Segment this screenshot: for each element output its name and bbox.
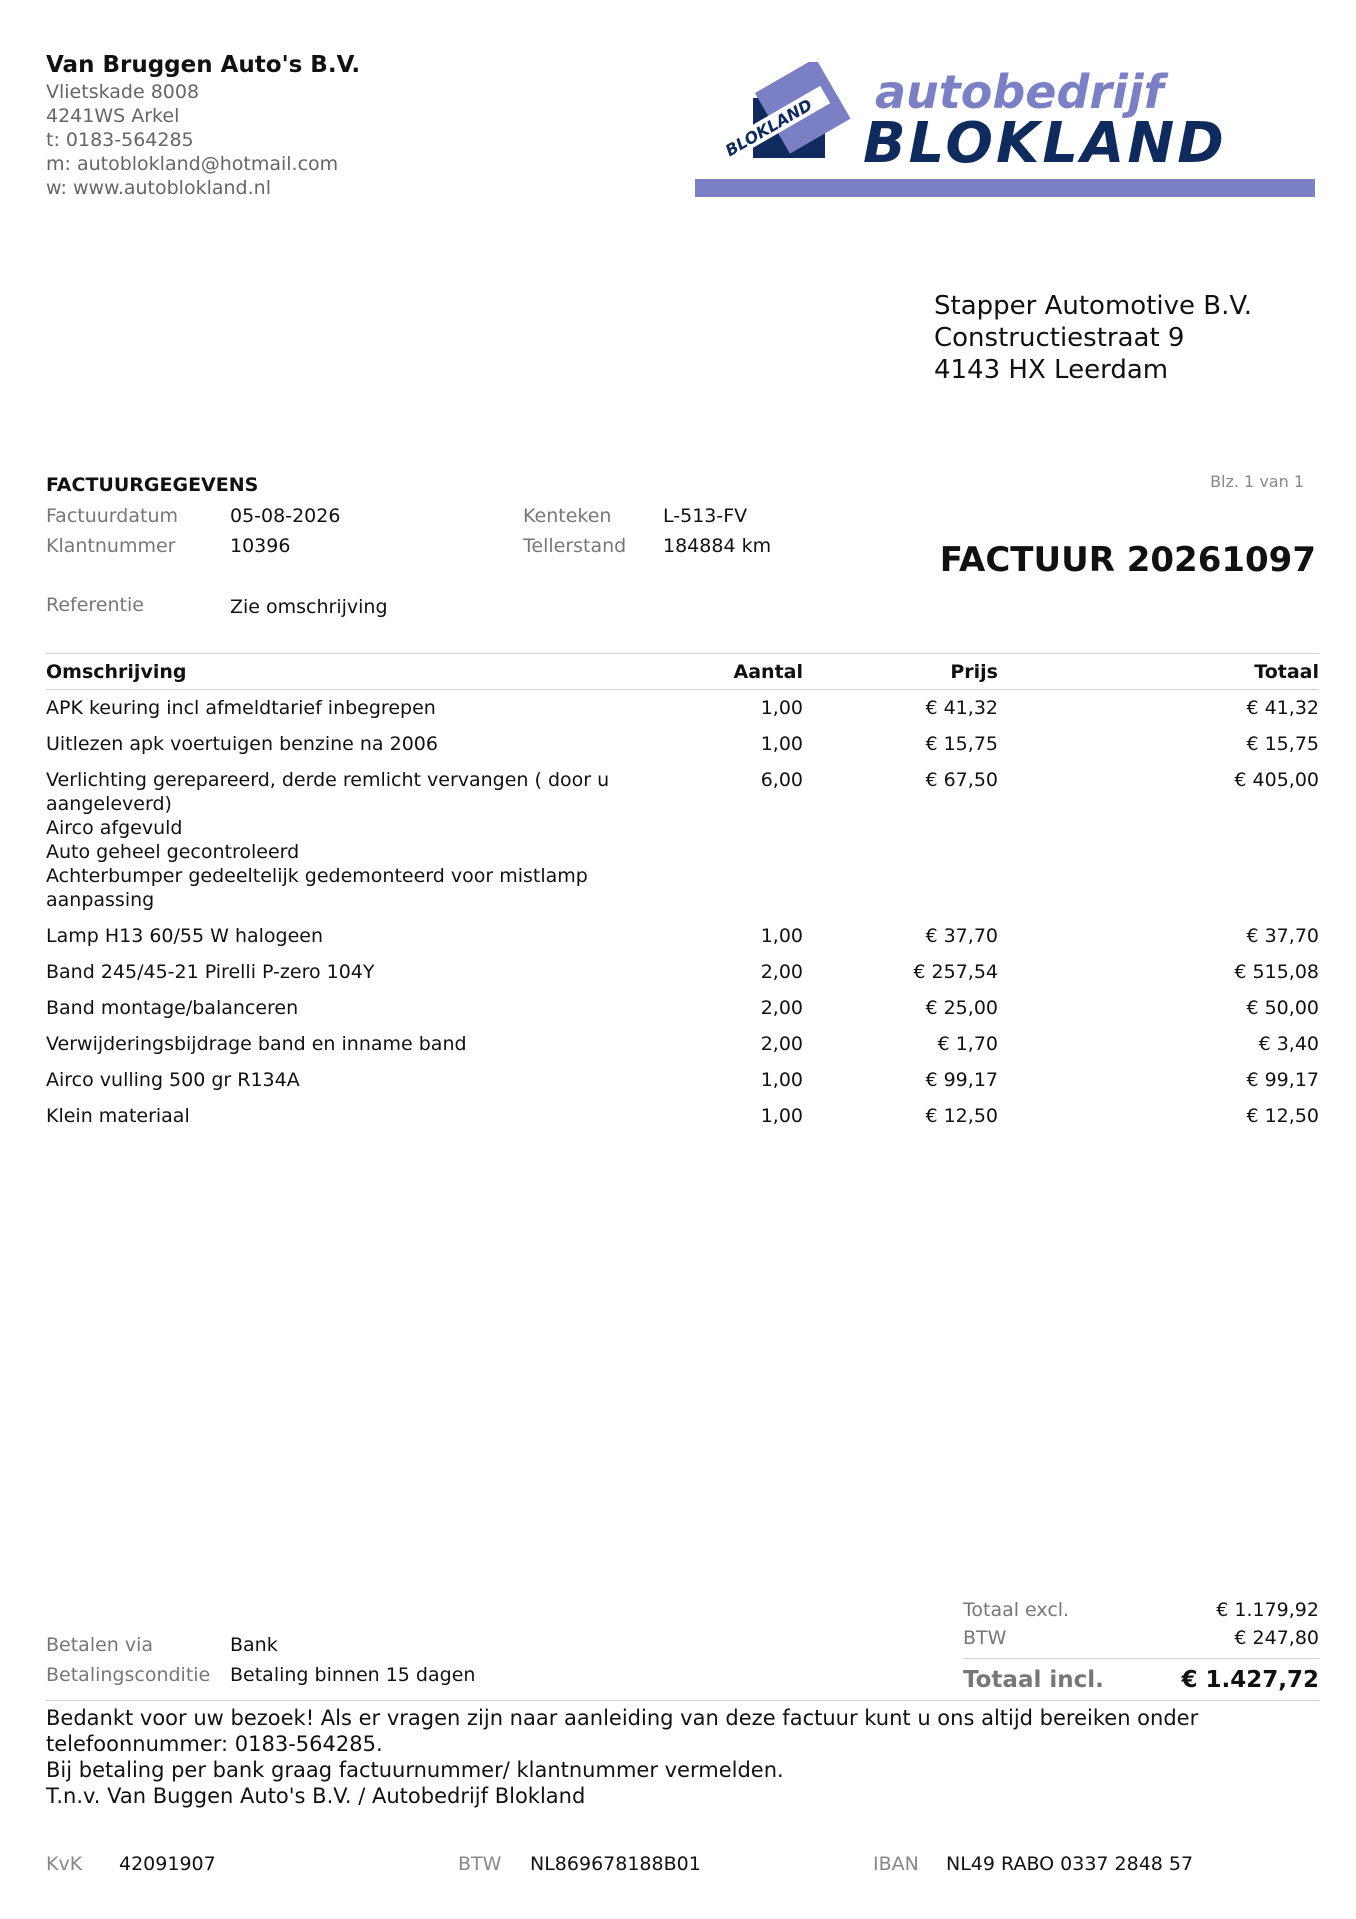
vat-value: € 247,80 [1234, 1627, 1319, 1649]
table-row [46, 696, 1319, 720]
logo-main-text: BLOKLAND [863, 111, 1227, 176]
column-header-total: Totaal [1254, 660, 1319, 683]
invoice-date-label: Factuurdatum [46, 505, 178, 527]
row-quantity: 2,00 [760, 1033, 803, 1055]
row-total: € 41,32 [1246, 697, 1319, 719]
recipient-name: Stapper Automotive B.V. [934, 291, 1253, 321]
table-row [46, 732, 1319, 756]
row-quantity: 1,00 [760, 733, 803, 755]
payment-terms-label: Betalingsconditie [46, 1664, 211, 1686]
row-quantity: 2,00 [760, 961, 803, 983]
row-quantity: 1,00 [760, 1069, 803, 1091]
totals-block [963, 1596, 1319, 1697]
customer-number-value: 10396 [230, 535, 291, 557]
row-total: € 99,17 [1246, 1069, 1319, 1091]
license-plate-label: Kenteken [523, 505, 612, 527]
vat-number-value: NL869678188B01 [530, 1853, 701, 1875]
customer-number-label: Klantnummer [46, 535, 176, 557]
iban-label: IBAN [873, 1853, 919, 1875]
invoice-details-title: FACTUURGEGEVENS [46, 474, 259, 496]
column-header-price: Prijs [950, 660, 998, 683]
row-price: € 37,70 [925, 925, 998, 947]
vat-number-label: BTW [458, 1853, 502, 1875]
table-row [46, 960, 1319, 984]
company-logo [695, 62, 1315, 200]
sender-city: 4241WS Arkel [46, 105, 180, 127]
vat-row [963, 1624, 1319, 1652]
kvk-label: KvK [46, 1853, 83, 1875]
table-row [46, 924, 1319, 948]
row-total: € 515,08 [1234, 961, 1319, 983]
total-incl-value: € 1.427,72 [1181, 1667, 1319, 1693]
row-quantity: 6,00 [760, 769, 803, 791]
row-description: Verwijderingsbijdrage band en inname band [46, 1033, 467, 1055]
kvk-value: 42091907 [119, 1853, 216, 1875]
table-row [46, 768, 1319, 912]
row-price: € 12,50 [925, 1105, 998, 1127]
recipient-address [934, 290, 1252, 386]
row-price: € 15,75 [925, 733, 998, 755]
row-total: € 12,50 [1246, 1105, 1319, 1127]
row-quantity: 1,00 [760, 925, 803, 947]
sender-street: Vlietskade 8008 [46, 81, 200, 103]
logo-badge-text: BLOKLAND [721, 95, 816, 161]
total-incl-label: Totaal incl. [963, 1667, 1104, 1693]
row-total: € 15,75 [1246, 733, 1319, 755]
invoice-number-title: FACTUUR 20261097 [939, 540, 1316, 580]
row-price: € 41,32 [925, 697, 998, 719]
total-excl-value: € 1.179,92 [1216, 1599, 1319, 1621]
row-description: Band montage/balanceren [46, 997, 299, 1019]
footer-divider [46, 1700, 1319, 1701]
reference-value: Zie omschrijving [230, 596, 388, 618]
table-row [46, 996, 1319, 1020]
invoice-date-value: 05-08-2026 [230, 505, 341, 527]
table-header [46, 654, 1319, 690]
row-description: Verlichting gerepareerd, derde remlicht vervangen ( door u aangeleverd) Airco afgevuld Auto geheel gecontroleerd Achterbumper gedeeltelijk gedemonteerd voor mistlamp aanpassing [46, 769, 610, 911]
row-total: € 37,70 [1246, 925, 1319, 947]
row-description: Band 245/45-21 Pirelli P-zero 104Y [46, 961, 375, 983]
table-row [46, 1032, 1319, 1056]
payment-terms-value: Betaling binnen 15 dagen [230, 1664, 476, 1686]
row-price: € 1,70 [937, 1033, 998, 1055]
sender-email: m: autoblokland@hotmail.com [46, 153, 339, 175]
row-price: € 99,17 [925, 1069, 998, 1091]
column-header-description: Omschrijving [46, 660, 187, 683]
row-quantity: 1,00 [760, 1105, 803, 1127]
row-quantity: 1,00 [760, 697, 803, 719]
page-number: Blz. 1 van 1 [1210, 472, 1304, 491]
total-excl-row [963, 1596, 1319, 1624]
row-description: Uitlezen apk voertuigen benzine na 2006 [46, 733, 438, 755]
odometer-label: Tellerstand [523, 535, 627, 557]
sender-name: Van Bruggen Auto's B.V. [46, 52, 361, 78]
iban-value: NL49 RABO 0337 2848 57 [946, 1853, 1194, 1875]
row-description: Klein materiaal [46, 1105, 190, 1127]
table-row [46, 1068, 1319, 1092]
row-price: € 25,00 [925, 997, 998, 1019]
sender-phone: t: 0183-564285 [46, 129, 194, 151]
row-description: Airco vulling 500 gr R134A [46, 1069, 300, 1091]
invoice-lines-table [46, 653, 1319, 1128]
sender-website: w: www.autoblokland.nl [46, 177, 271, 199]
row-price: € 257,54 [913, 961, 998, 983]
thank-you-note: Bedankt voor uw bezoek! Als er vragen zijn naar aanleiding van deze factuur kunt u ons altijd bereiken onder telefoonnummer: 0183-564285. Bij betaling per bank graag factuurnummer/ klantnummer vermelden. T.n.v. Van Buggen Auto's B.V. / Autobedrijf Blokland [46, 1706, 1199, 1808]
table-row [46, 1104, 1319, 1128]
license-plate-value: L-513-FV [663, 505, 748, 527]
total-excl-label: Totaal excl. [963, 1599, 1070, 1621]
column-header-quantity: Aantal [733, 660, 803, 683]
recipient-city: 4143 HX Leerdam [934, 355, 1169, 385]
recipient-street: Constructiestraat 9 [934, 323, 1185, 353]
logo-top-text: autobedrijf [875, 65, 1164, 119]
payment-method-label: Betalen via [46, 1634, 154, 1656]
row-price: € 67,50 [925, 769, 998, 791]
odometer-value: 184884 km [663, 535, 772, 557]
vat-label: BTW [963, 1627, 1007, 1649]
reference-label: Referentie [46, 594, 144, 616]
total-incl-row [963, 1663, 1319, 1697]
row-description: Lamp H13 60/55 W halogeen [46, 925, 324, 947]
row-quantity: 2,00 [760, 997, 803, 1019]
row-total: € 3,40 [1258, 1033, 1319, 1055]
row-total: € 405,00 [1234, 769, 1319, 791]
row-description: APK keuring incl afmeldtarief inbegrepen [46, 697, 436, 719]
payment-method-value: Bank [230, 1634, 278, 1656]
sender-block [46, 50, 360, 200]
row-total: € 50,00 [1246, 997, 1319, 1019]
